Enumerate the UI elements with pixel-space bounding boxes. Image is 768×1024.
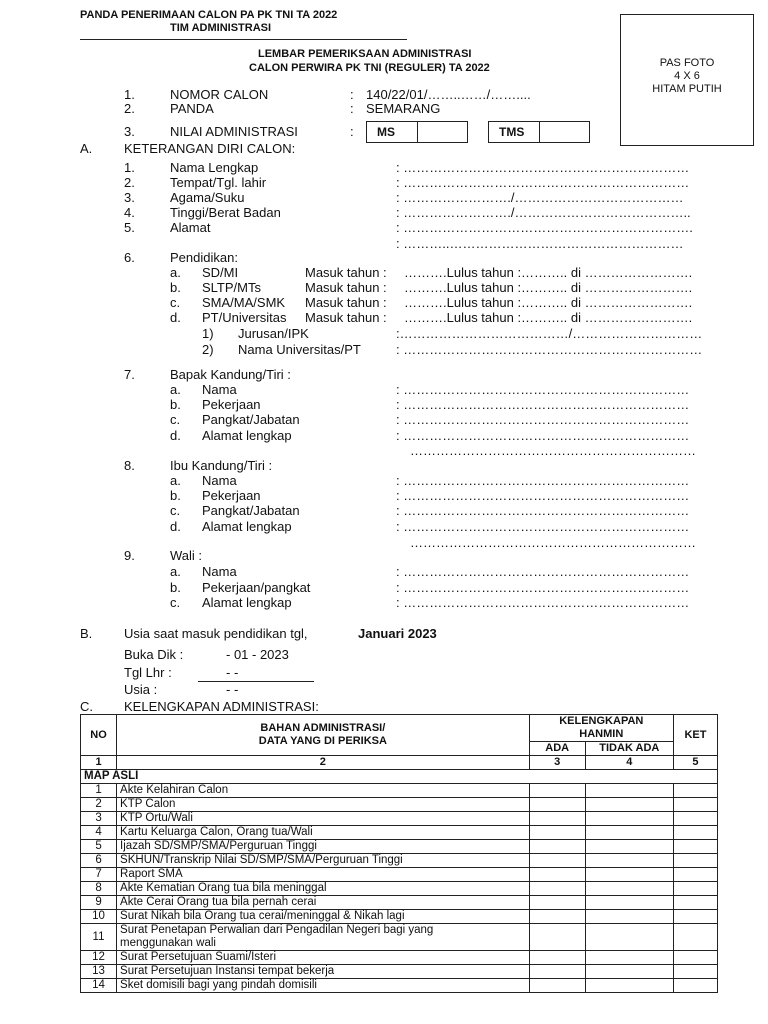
- mother-sub: d.: [170, 519, 181, 534]
- section-b-label: Usia saat masuk pendidikan tgl,: [124, 626, 308, 641]
- row-ada-cell[interactable]: [529, 951, 585, 965]
- row-ket-cell[interactable]: [673, 965, 717, 979]
- edu-sub: b.: [170, 280, 181, 295]
- row-no: 5: [81, 840, 117, 854]
- guardian-label: Nama: [202, 564, 237, 579]
- row-item-text: KTP Ortu/Wali: [120, 812, 193, 824]
- father-value-field[interactable]: : …………………………………………………………: [396, 412, 690, 427]
- row-ket-cell[interactable]: [673, 910, 717, 924]
- row-item-text: Raport SMA: [120, 868, 183, 880]
- photo-box: [620, 14, 754, 146]
- row-ket-cell[interactable]: [673, 840, 717, 854]
- row-ket-cell[interactable]: [673, 924, 717, 951]
- edu-masuk-label: Masuk tahun :: [305, 280, 387, 295]
- guardian-sub: b.: [170, 580, 181, 595]
- ms-box[interactable]: [366, 121, 468, 143]
- header-kelengkapan-line-1: KELENGKAPAN: [559, 715, 644, 727]
- table-row: [81, 798, 718, 812]
- row-item: [117, 798, 530, 812]
- father-sub: a.: [170, 382, 181, 397]
- field-num: 2.: [124, 101, 135, 116]
- row-item: [117, 951, 530, 965]
- row-no: 10: [81, 910, 117, 924]
- row-item-text: Surat Penetapan Perwalian dari Pengadilan Negeri bagi yang: [120, 924, 434, 936]
- edu-value-field[interactable]: ……….Lulus tahun :……….. di …………………….: [404, 310, 693, 325]
- row-tidak-ada-cell[interactable]: [585, 868, 673, 882]
- father-title: Bapak Kandung/Tiri :: [170, 367, 291, 382]
- edu-extra-value-field[interactable]: : ……………………………………………………………: [396, 342, 703, 357]
- row-item-text: Surat Persetujuan Suami/Isteri: [120, 951, 277, 963]
- mother-title: Ibu Kandung/Tiri :: [170, 458, 273, 473]
- personal-num: 1.: [124, 160, 135, 175]
- row-item: [117, 784, 530, 798]
- form-title-2: CALON PERWIRA PK TNI (REGULER) TA 2022: [249, 62, 490, 74]
- mother-sub: a.: [170, 473, 181, 488]
- header-ada: ADA: [529, 742, 585, 756]
- field-colon: :: [350, 87, 354, 102]
- field-label-panda: PANDA: [170, 101, 214, 116]
- table-row: [81, 896, 718, 910]
- personal-value-field[interactable]: : ………..………………………………………………: [396, 236, 684, 251]
- header-line-2: TIM ADMINISTRASI: [170, 22, 272, 34]
- tgl-lhr-value[interactable]: - -: [226, 665, 239, 680]
- personal-value-field[interactable]: : …………………………………………………………: [396, 175, 690, 190]
- table-row: [81, 910, 718, 924]
- mother-value-field[interactable]: : …………………………………………………………: [396, 488, 690, 503]
- personal-label: Tinggi/Berat Badan: [170, 205, 281, 220]
- section-c-letter: C.: [80, 699, 93, 714]
- personal-label: Agama/Suku: [170, 190, 245, 205]
- row-tidak-ada-cell[interactable]: [585, 826, 673, 840]
- table-row: [81, 784, 718, 798]
- field-colon: :: [350, 124, 354, 139]
- field-label-nomor-calon: NOMOR CALON: [170, 87, 269, 102]
- row-no: 9: [81, 896, 117, 910]
- table-row: [81, 854, 718, 868]
- field-num: 3.: [124, 124, 135, 139]
- row-no: 13: [81, 965, 117, 979]
- index-col-5: 5: [673, 756, 717, 770]
- row-item-text: Akte Kematian Orang tua bila meninggal: [120, 882, 327, 894]
- form-title-1: LEMBAR PEMERIKSAAN ADMINISTRASI: [258, 48, 472, 60]
- table-row: [81, 965, 718, 979]
- ms-label: MS: [377, 125, 395, 139]
- guardian-label: Alamat lengkap: [202, 595, 292, 610]
- row-item: [117, 979, 530, 993]
- guardian-value-field[interactable]: : …………………………………………………………: [396, 580, 690, 595]
- row-item: [117, 910, 530, 924]
- table-row: [81, 812, 718, 826]
- row-item: [117, 840, 530, 854]
- edu-masuk-label: Masuk tahun :: [305, 265, 387, 280]
- photo-line-3: HITAM PUTIH: [652, 83, 722, 95]
- row-item-text: Akte Kelahiran Calon: [120, 784, 229, 796]
- edu-label: SMA/MA/SMK: [202, 295, 286, 310]
- edu-label: SD/MI: [202, 265, 239, 280]
- buka-dik-value[interactable]: - 01 - 2023: [226, 647, 289, 662]
- personal-label: Tempat/Tgl. lahir: [170, 175, 267, 190]
- father-sub: d.: [170, 428, 181, 443]
- personal-value-field[interactable]: : …………………………………………………………: [396, 160, 690, 175]
- field-value-panda[interactable]: SEMARANG: [366, 101, 441, 116]
- row-no: 4: [81, 826, 117, 840]
- edu-sub: c.: [170, 295, 181, 310]
- father-label: Alamat lengkap: [202, 428, 292, 443]
- row-ket-cell[interactable]: [673, 951, 717, 965]
- mother-value-field[interactable]: : …………………………………………………………: [396, 519, 690, 534]
- header-tidak-ada: TIDAK ADA: [585, 742, 673, 756]
- row-no: 8: [81, 882, 117, 896]
- edu-extra-sub: 2): [202, 342, 214, 357]
- personal-num: 2.: [124, 175, 135, 190]
- table-row: [81, 840, 718, 854]
- personal-label: Alamat: [170, 220, 211, 235]
- edu-masuk-label: Masuk tahun :: [305, 295, 387, 310]
- photo-line-1: PAS FOTO: [659, 57, 715, 69]
- row-ket-cell[interactable]: [673, 882, 717, 896]
- row-item: [117, 868, 530, 882]
- header-no: NO: [81, 715, 117, 756]
- personal-label: Nama Lengkap: [170, 160, 259, 175]
- row-ada-cell[interactable]: [529, 812, 585, 826]
- photo-line-2: 4 X 6: [674, 70, 700, 82]
- field-num: 1.: [124, 87, 135, 102]
- row-no: 12: [81, 951, 117, 965]
- header-kelengkapan: [529, 715, 673, 742]
- row-item-text: KTP Calon: [120, 798, 176, 810]
- guardian-num: 9.: [124, 548, 135, 563]
- edu-num: 6.: [124, 250, 135, 265]
- row-ada-cell[interactable]: [529, 826, 585, 840]
- row-item-text: Surat Persetujuan Instansi tempat bekerja: [120, 965, 335, 977]
- row-ket-cell[interactable]: [673, 798, 717, 812]
- edu-extra-label: Nama Universitas/PT: [238, 342, 361, 357]
- row-item-text: Sket domisili bagi yang pindah domisili: [120, 979, 317, 991]
- section-c-title: KELENGKAPAN ADMINISTRASI:: [124, 699, 319, 714]
- row-ket-cell[interactable]: [673, 826, 717, 840]
- mother-value-field[interactable]: : …………………………………………………………: [396, 473, 690, 488]
- row-ada-cell[interactable]: [529, 840, 585, 854]
- table-row: [81, 868, 718, 882]
- header-bahan-line-1: BAHAN ADMINISTRASI/: [260, 722, 386, 734]
- row-tidak-ada-cell[interactable]: [585, 798, 673, 812]
- row-ada-cell[interactable]: [529, 798, 585, 812]
- row-item: [117, 812, 530, 826]
- edu-extra-sub: 1): [202, 326, 214, 341]
- personal-num: 4.: [124, 205, 135, 220]
- edu-extra-label: Jurusan/IPK: [238, 326, 309, 341]
- row-tidak-ada-cell[interactable]: [585, 840, 673, 854]
- guardian-sub: a.: [170, 564, 181, 579]
- row-item-text-2: menggunakan wali: [120, 937, 216, 949]
- mother-sub: c.: [170, 503, 181, 518]
- father-label: Pangkat/Jabatan: [202, 412, 300, 427]
- row-no: 6: [81, 854, 117, 868]
- guardian-sub: c.: [170, 595, 181, 610]
- father-num: 7.: [124, 367, 135, 382]
- mother-label: Alamat lengkap: [202, 519, 292, 534]
- row-tidak-ada-cell[interactable]: [585, 951, 673, 965]
- index-col-3: 3: [529, 756, 585, 770]
- row-ada-cell[interactable]: [529, 868, 585, 882]
- header-bahan: [117, 715, 530, 756]
- table-row: [81, 951, 718, 965]
- tms-label: TMS: [499, 125, 525, 139]
- section-b-date: Januari 2023: [358, 626, 437, 641]
- personal-value-field[interactable]: : ……………………./…………………………………..: [396, 205, 691, 220]
- personal-num: 5.: [124, 220, 135, 235]
- row-ada-cell[interactable]: [529, 896, 585, 910]
- row-ket-cell[interactable]: [673, 812, 717, 826]
- mother-label: Pekerjaan: [202, 488, 261, 503]
- edu-extra-value-field[interactable]: :…………………………………/…………………………: [396, 326, 703, 341]
- row-ket-cell[interactable]: [673, 784, 717, 798]
- edu-sub: d.: [170, 310, 181, 325]
- mother-label: Pangkat/Jabatan: [202, 503, 300, 518]
- header-kelengkapan-line-2: HANMIN: [579, 728, 624, 740]
- header-underline: [80, 39, 407, 40]
- row-ada-cell[interactable]: [529, 910, 585, 924]
- row-item-text: Ijazah SD/SMP/SMA/Perguruan Tinggi: [120, 840, 317, 852]
- row-ket-cell[interactable]: [673, 854, 717, 868]
- field-colon: :: [350, 101, 354, 116]
- row-no: 14: [81, 979, 117, 993]
- row-item: [117, 924, 530, 951]
- edu-label: PT/Universitas: [202, 310, 287, 325]
- father-sub: c.: [170, 412, 181, 427]
- father-label: Nama: [202, 382, 237, 397]
- personal-value-field[interactable]: : ………………………………………………………….: [396, 220, 693, 235]
- section-b-letter: B.: [80, 626, 93, 641]
- mother-sub: b.: [170, 488, 181, 503]
- row-item: [117, 965, 530, 979]
- edu-title: Pendidikan:: [170, 250, 238, 265]
- edu-label: SLTP/MTs: [202, 280, 261, 295]
- row-ada-cell[interactable]: [529, 924, 585, 951]
- personal-num: 3.: [124, 190, 135, 205]
- edu-value-field[interactable]: ……….Lulus tahun :……….. di …………………….: [404, 295, 693, 310]
- row-no: 11: [81, 924, 117, 951]
- table-row: [81, 826, 718, 840]
- guardian-value-field[interactable]: : …………………………………………………………: [396, 595, 690, 610]
- row-tidak-ada-cell[interactable]: [585, 784, 673, 798]
- table-row: [81, 979, 718, 993]
- mother-extra-field[interactable]: …………………………………………………………: [410, 535, 696, 550]
- row-tidak-ada-cell[interactable]: [585, 979, 673, 993]
- index-col-4: 4: [585, 756, 673, 770]
- index-col-1: 1: [81, 756, 117, 770]
- row-ket-cell[interactable]: [673, 896, 717, 910]
- guardian-value-field[interactable]: : …………………………………………………………: [396, 564, 690, 579]
- row-item: [117, 896, 530, 910]
- row-item: [117, 882, 530, 896]
- field-value-nomor-calon[interactable]: 140/22/01/……..……/……....: [366, 87, 531, 102]
- header-ket: KET: [673, 715, 717, 756]
- buka-dik-label: Buka Dik :: [124, 647, 184, 662]
- administration-table: [80, 714, 718, 993]
- row-item-text: Kartu Keluarga Calon, Orang tua/Wali: [120, 826, 313, 838]
- row-no: 3: [81, 812, 117, 826]
- row-tidak-ada-cell[interactable]: [585, 924, 673, 951]
- row-tidak-ada-cell[interactable]: [585, 965, 673, 979]
- edu-value-field[interactable]: ……….Lulus tahun :……….. di …………………….: [404, 280, 693, 295]
- row-item-text: SKHUN/Transkrip Nilai SD/SMP/SMA/Perguruan Tinggi: [120, 854, 403, 866]
- row-ket-cell[interactable]: [673, 979, 717, 993]
- header-bahan-line-2: DATA YANG DI PERIKSA: [258, 735, 387, 747]
- row-tidak-ada-cell[interactable]: [585, 854, 673, 868]
- row-item-text: Surat Nikah bila Orang tua cerai/meninggal & Nikah lagi: [120, 910, 405, 922]
- edu-sub: a.: [170, 265, 181, 280]
- header-line-1: PANDA PENERIMAAN CALON PA PK TNI TA 2022: [80, 9, 338, 21]
- father-value-field[interactable]: : …………………………………………………………: [396, 397, 690, 412]
- mother-label: Nama: [202, 473, 237, 488]
- row-ada-cell[interactable]: [529, 965, 585, 979]
- father-label: Pekerjaan: [202, 397, 261, 412]
- personal-value-field[interactable]: : ……………………./…………………………………: [396, 190, 684, 205]
- father-extra-field[interactable]: …………………………………………………………: [410, 443, 696, 458]
- field-label-nilai: NILAI ADMINISTRASI: [170, 124, 298, 139]
- row-tidak-ada-cell[interactable]: [585, 882, 673, 896]
- row-no: 1: [81, 784, 117, 798]
- usia-underline: [198, 681, 314, 682]
- row-ada-cell[interactable]: [529, 979, 585, 993]
- ms-divider: [417, 122, 418, 142]
- row-item: [117, 826, 530, 840]
- tms-box[interactable]: [488, 121, 590, 143]
- row-tidak-ada-cell[interactable]: [585, 812, 673, 826]
- row-ket-cell[interactable]: [673, 868, 717, 882]
- row-item-text: Akte Cerai Orang tua bila pernah cerai: [120, 896, 317, 908]
- row-ada-cell[interactable]: [529, 882, 585, 896]
- row-tidak-ada-cell[interactable]: [585, 910, 673, 924]
- section-a-letter: A.: [80, 141, 93, 156]
- guardian-title: Wali :: [170, 548, 203, 563]
- row-item: [117, 854, 530, 868]
- row-tidak-ada-cell[interactable]: [585, 896, 673, 910]
- usia-value[interactable]: - -: [226, 682, 239, 697]
- father-value-field[interactable]: : …………………………………………………………: [396, 382, 690, 397]
- row-ada-cell[interactable]: [529, 854, 585, 868]
- guardian-label: Pekerjaan/pangkat: [202, 580, 311, 595]
- father-sub: b.: [170, 397, 181, 412]
- edu-value-field[interactable]: ……….Lulus tahun :……….. di …………………….: [404, 265, 693, 280]
- section-a-title: KETERANGAN DIRI CALON:: [124, 141, 296, 156]
- usia-label: Usia :: [124, 682, 158, 697]
- table-row: [81, 882, 718, 896]
- index-col-2: 2: [117, 756, 530, 770]
- row-no: 2: [81, 798, 117, 812]
- group-map-asli: MAP ASLI: [81, 770, 718, 784]
- tms-divider: [539, 122, 540, 142]
- father-value-field[interactable]: : …………………………………………………………: [396, 428, 690, 443]
- tgl-lhr-label: Tgl Lhr :: [124, 665, 172, 680]
- row-ada-cell[interactable]: [529, 784, 585, 798]
- mother-value-field[interactable]: : …………………………………………………………: [396, 503, 690, 518]
- edu-masuk-label: Masuk tahun :: [305, 310, 387, 325]
- table-row: [81, 924, 718, 951]
- row-no: 7: [81, 868, 117, 882]
- mother-num: 8.: [124, 458, 135, 473]
